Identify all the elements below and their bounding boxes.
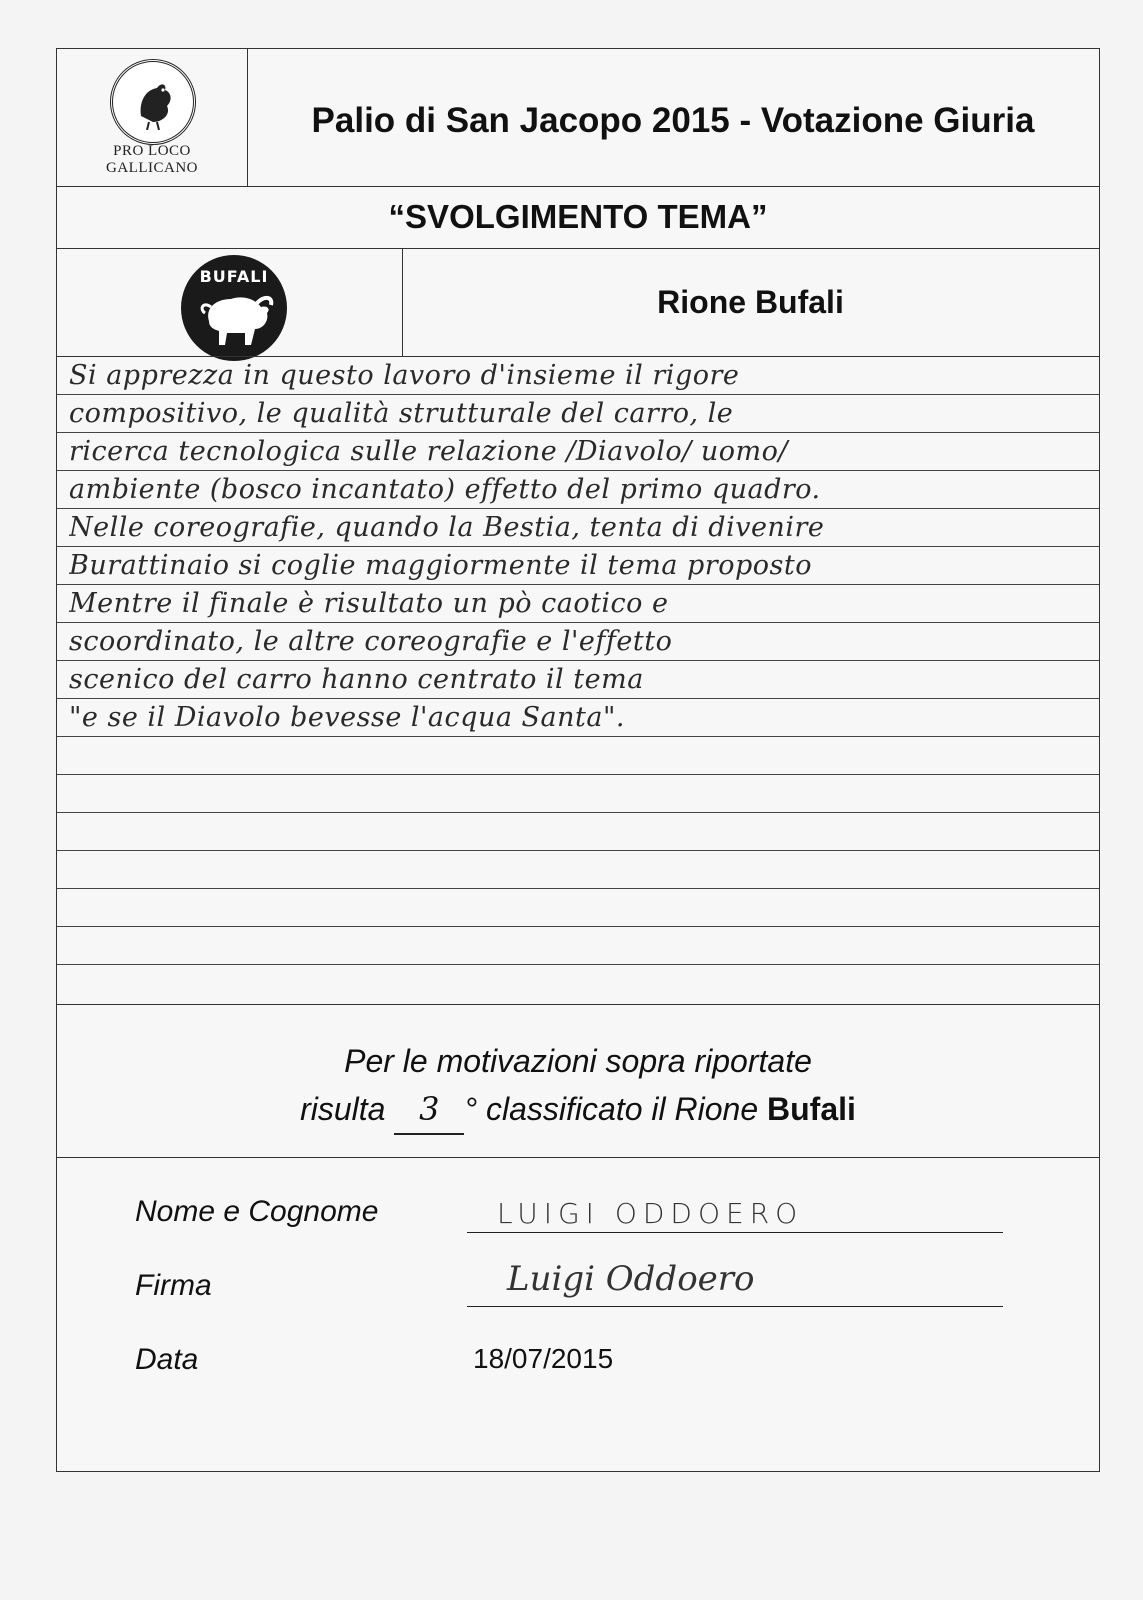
handwritten-line: scoordinato, le altre coreografie e l'effetto: [69, 626, 673, 657]
section-subtitle: “SVOLGIMENTO TEMA”: [388, 198, 768, 235]
handwritten-line: compositivo, le qualità strutturale del carro, le: [69, 398, 734, 429]
logo-line-2: GALLICANO: [106, 160, 198, 176]
result-team: Bufali: [767, 1091, 856, 1127]
handwritten-line: Mentre il finale è risultato un pò caotico e: [69, 588, 669, 619]
pro-loco-logo: [57, 49, 247, 186]
handwritten-line: ricerca tecnologica sulle relazione /Diavolo/ uomo/: [69, 436, 788, 467]
result-line-1: Per le motivazioni sopra riportate: [344, 1043, 812, 1079]
result-middle: classificato il Rione: [486, 1091, 759, 1127]
team-logo-text: BUFALI: [199, 267, 269, 286]
bufali-logo-icon: [181, 255, 287, 361]
name-value: LUIGI ODDOERO: [497, 1197, 804, 1230]
handwritten-line: Si apprezza in questo lavoro d'insieme il rigore: [69, 360, 740, 391]
handwritten-line: scenico del carro hanno centrato il tema: [69, 664, 644, 695]
handwritten-line: Burattinaio si coglie maggiormente il tema proposto: [69, 550, 812, 581]
jury-vote-form: [56, 48, 1100, 1472]
seal-icon: [110, 59, 196, 145]
page-title: Palio di San Jacopo 2015 - Votazione Giuria: [311, 100, 1035, 140]
signature-value: Luigi Oddoero: [507, 1259, 755, 1299]
logo-line-1: PRO LOCO: [113, 143, 191, 159]
handwritten-line: Nelle coreografie, quando la Bestia, tenta di divenire: [69, 512, 825, 543]
handwritten-line: "e se il Diavolo bevesse l'acqua Santa".: [69, 702, 625, 733]
team-name: Rione Bufali: [657, 283, 844, 320]
date-label: Data: [135, 1343, 199, 1376]
result-statement: [57, 1037, 1099, 1135]
date-value: 18/07/2015: [473, 1343, 614, 1374]
result-prefix: risulta: [300, 1091, 386, 1127]
name-label: Nome e Cognome: [135, 1195, 379, 1228]
rank-degree: °: [464, 1091, 478, 1127]
handwritten-line: ambiente (bosco incantato) effetto del primo quadro.: [69, 474, 821, 505]
rank-value: 3: [394, 1085, 464, 1135]
firma-label: Firma: [135, 1269, 212, 1302]
